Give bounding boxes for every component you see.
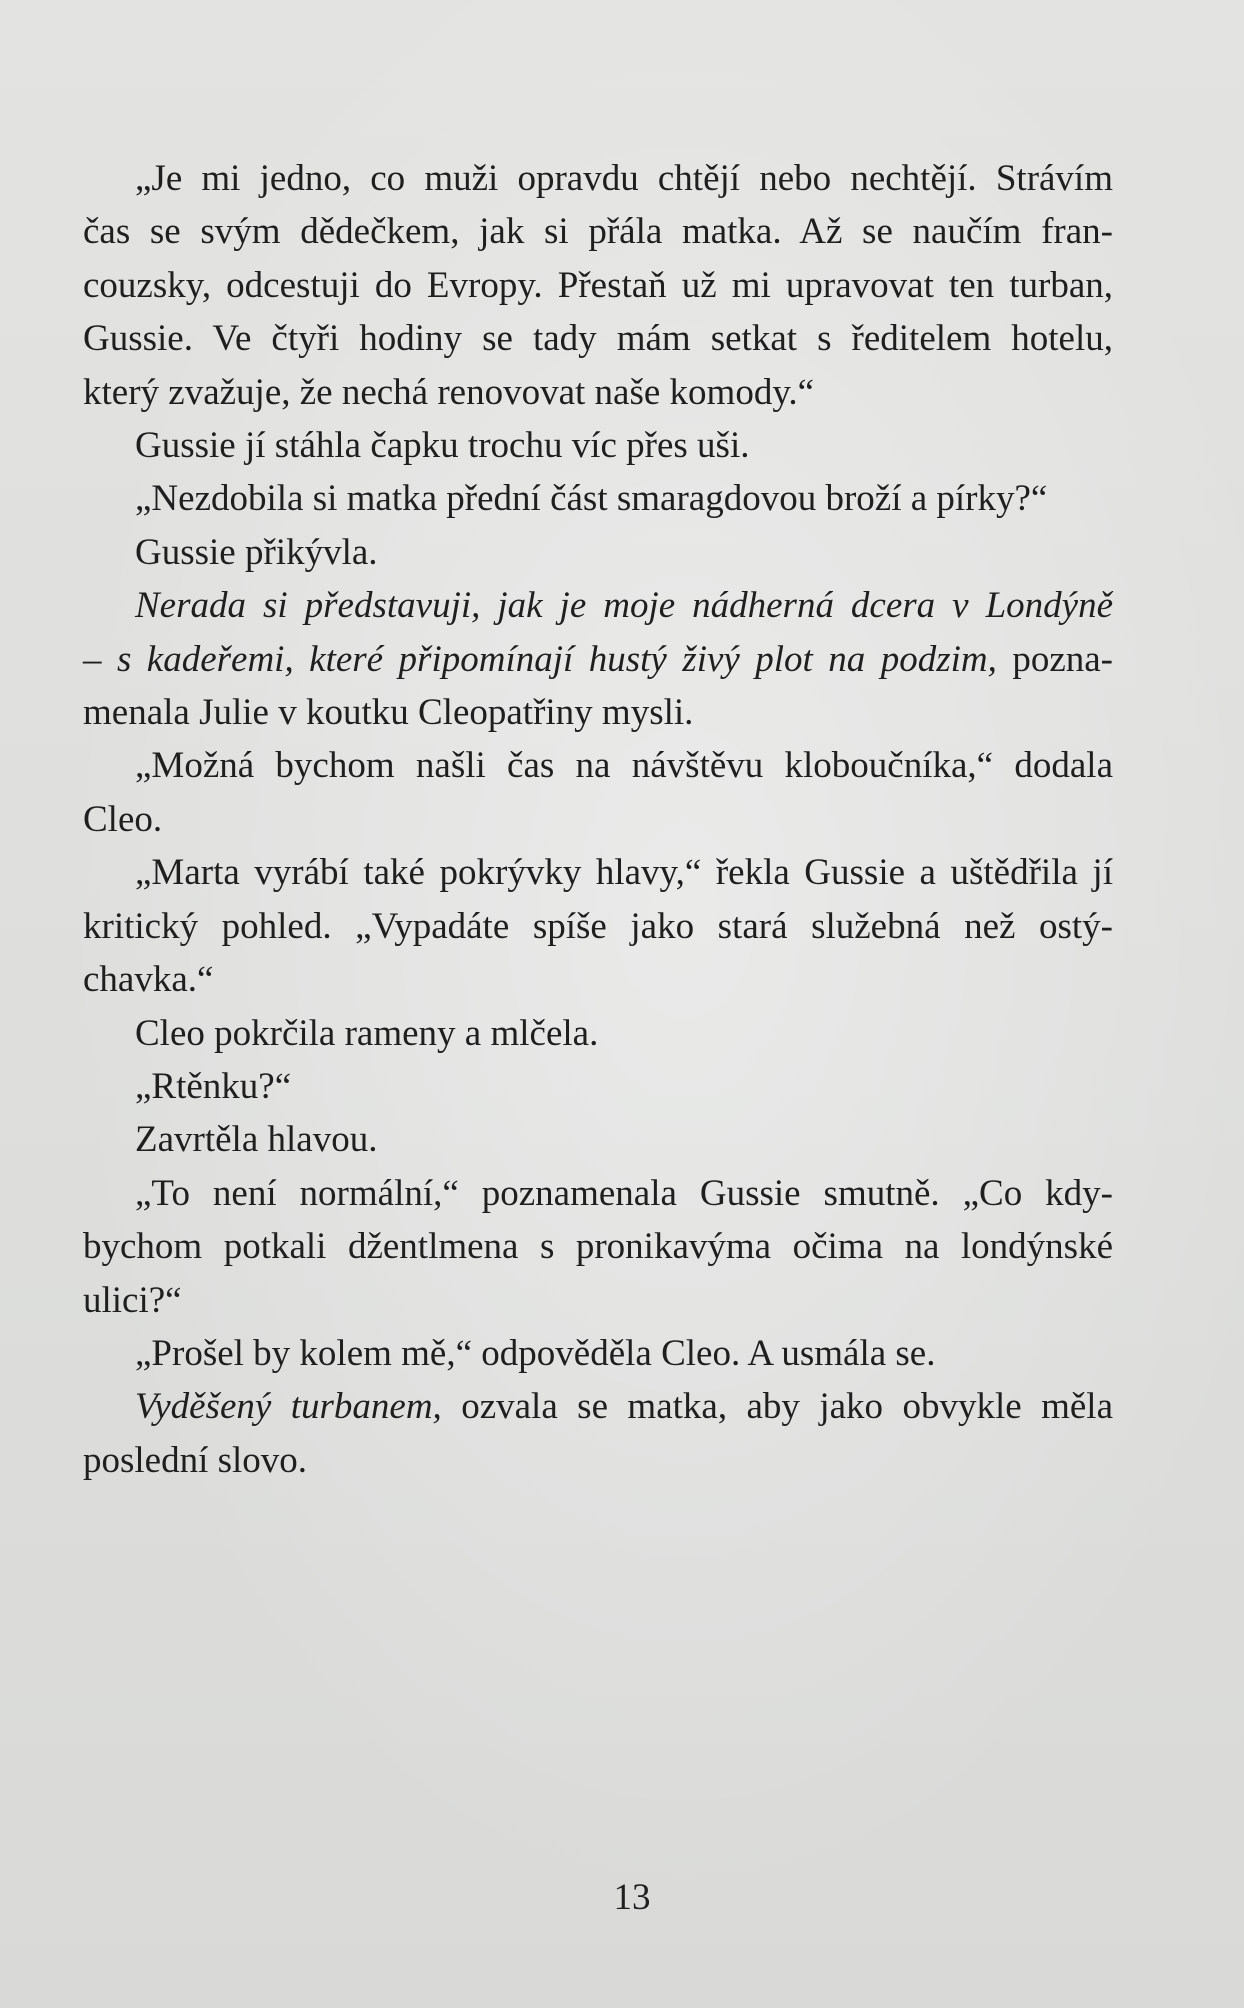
text-line: čas se svým dědečkem, jak si přála matka. Až se naučím fran-: [83, 211, 1113, 253]
text-line: „Marta vyrábí také pokrývky hlavy,“ řekla Gussie a uštědřila jí: [135, 852, 1113, 894]
text-line: Zavrtěla hlavou.: [135, 1119, 378, 1161]
text-line: Gussie. Ve čtyři hodiny se tady mám setkat s ředitelem hotelu,: [83, 318, 1113, 360]
italic-fragment: – s kadeřemi, které připomínají hustý živý plot na podzim,: [83, 638, 997, 680]
text-line: poslední slovo.: [83, 1439, 308, 1481]
paragraph-9: [83, 1060, 1113, 1113]
text-line: „Prošel by kolem mě,“ odpověděla Cleo. A usmála se.: [135, 1332, 936, 1374]
text-line: kritický pohled. „Vypadáte spíše jako stará služebná než ostý-: [83, 905, 1113, 947]
italic-text-line: Nerada si představuji, jak je moje nádherná dcera v Londýně: [135, 585, 1113, 627]
text-line: Cleo.: [83, 798, 163, 840]
text-line: couzsky, odcestuji do Evropy. Přestaň už mi upravovat ten turban,: [83, 264, 1113, 306]
paragraph-3: [83, 472, 1113, 525]
body-text: [83, 152, 1113, 1487]
text-line: „To není normální,“ poznamenala Gussie smutně. „Co kdy-: [135, 1172, 1113, 1214]
text-fragment: pozna-: [996, 638, 1113, 680]
text-line: bychom potkali džentlmena s pronikavýma očima na londýnské: [83, 1226, 1113, 1268]
text-line: ulici?“: [83, 1279, 182, 1321]
text-line: Gussie přikývla.: [135, 531, 378, 573]
paragraph-1: [83, 152, 1113, 419]
paragraph-13: [83, 1380, 1113, 1487]
paragraph-12: [83, 1327, 1113, 1380]
text-line: chavka.“: [83, 959, 214, 1001]
paragraph-10: [83, 1113, 1113, 1166]
text-line: „Možná bychom našli čas na návštěvu kloboučníka,“ dodala: [135, 745, 1113, 787]
paragraph-2: [83, 419, 1113, 472]
text-line: menala Julie v koutku Cleopatřiny mysli.: [83, 692, 694, 734]
text-line: [83, 633, 1113, 686]
text-fragment: ozvala se matka, aby jako obvykle měla: [441, 1386, 1113, 1428]
text-line: který zvažuje, že nechá renovovat naše komody.“: [83, 371, 815, 413]
italic-fragment: Vyděšený turbanem,: [135, 1386, 442, 1428]
text-line: „Je mi jedno, co muži opravdu chtějí nebo nechtějí. Strávím: [135, 158, 1113, 199]
paragraph-4: [83, 526, 1113, 579]
page-number: 13: [613, 1877, 651, 1918]
paragraph-7: [83, 846, 1113, 1006]
paragraph-5: [83, 579, 1113, 739]
text-line: „Nezdobila si matka přední část smaragdovou broží a pírky?“: [135, 478, 1048, 520]
text-line: [83, 1380, 1113, 1433]
text-line: „Rtěnku?“: [135, 1065, 292, 1107]
paragraph-8: [83, 1007, 1113, 1060]
paragraph-6: [83, 739, 1113, 846]
text-line: Gussie jí stáhla čapku trochu víc přes uši.: [135, 425, 750, 467]
paragraph-11: [83, 1167, 1113, 1327]
text-line: Cleo pokrčila rameny a mlčela.: [135, 1012, 599, 1054]
